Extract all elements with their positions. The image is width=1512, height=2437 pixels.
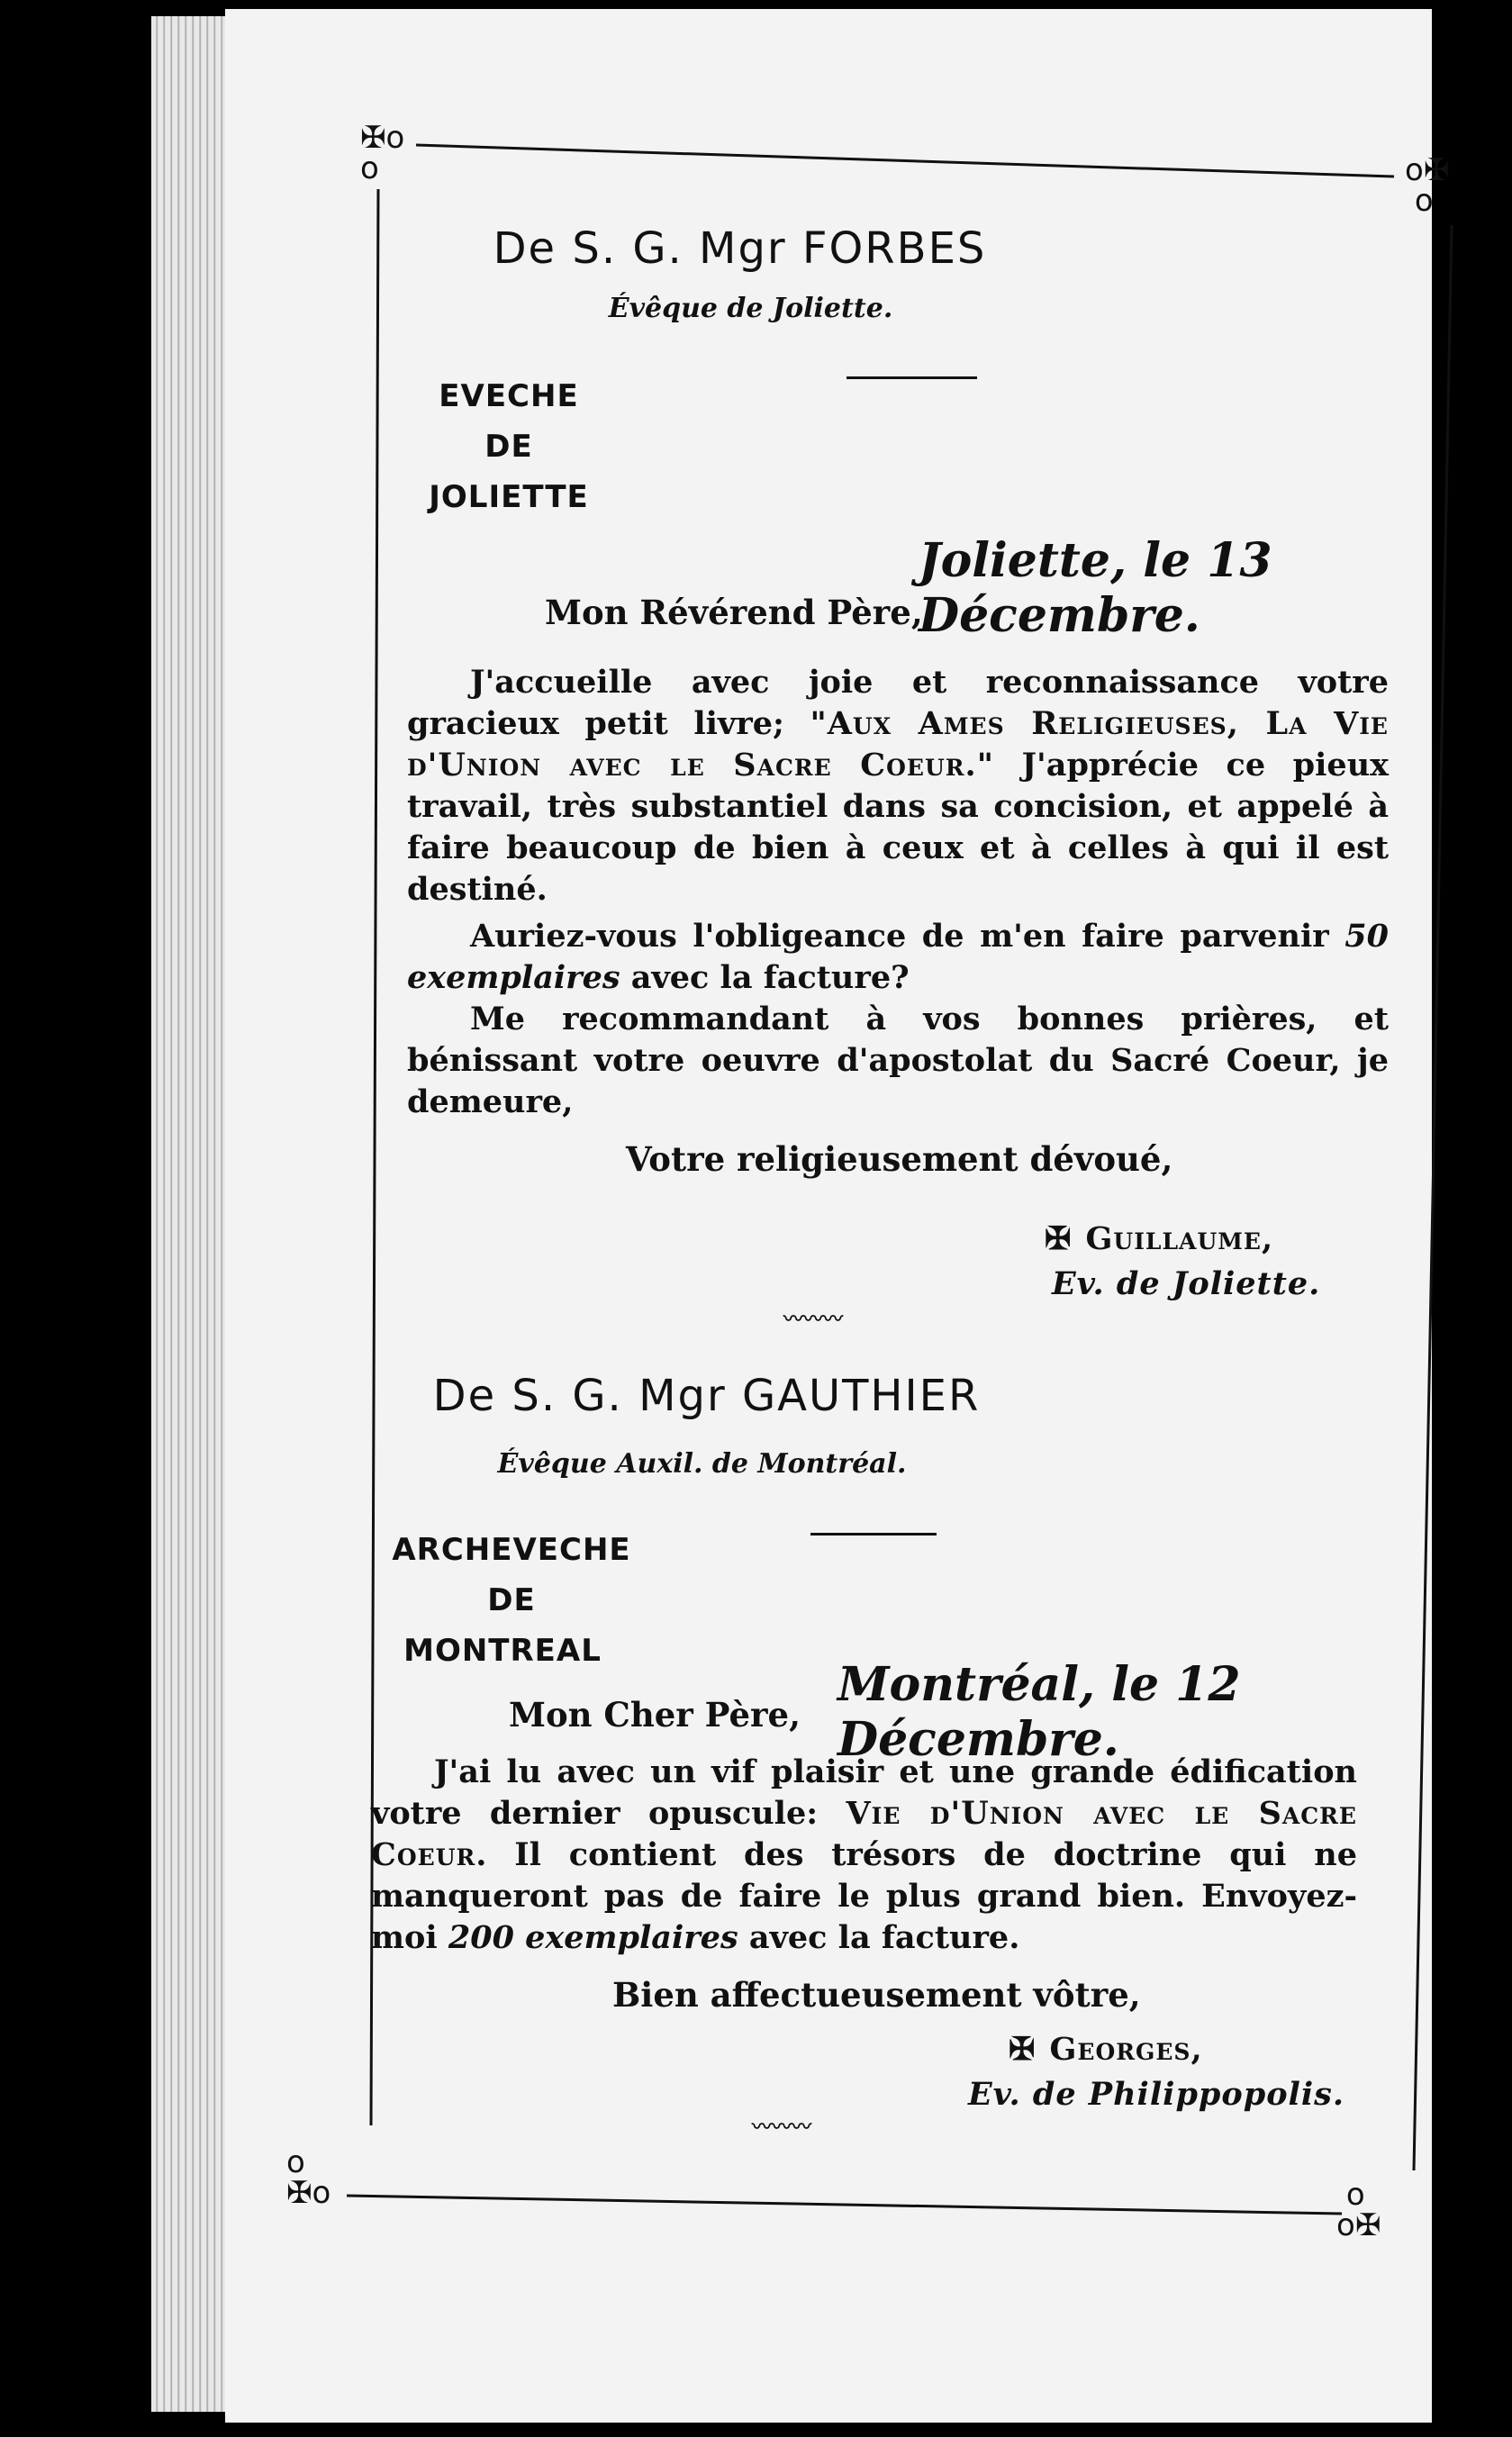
letter2-closing: Bien affectueusement vôtre,: [612, 1975, 1141, 2015]
letter1-heading: De S. G. Mgr FORBES: [493, 223, 987, 274]
letter1-signature-title: Ev. de Joliette.: [1052, 1265, 1321, 1302]
letter1-salutation: Mon Révérend Père,: [545, 593, 923, 632]
separator-2: 〰〰〰: [752, 2115, 812, 2139]
side-line: MONTREAL: [403, 1633, 602, 1669]
letter1-body: [407, 662, 1389, 1123]
side-line: DE: [487, 1582, 536, 1618]
side-line: JOLIETTE: [429, 479, 589, 515]
corner-ornament-bottom-right: o o✠: [1336, 2177, 1381, 2243]
quantity: 50 exemplaires: [407, 918, 1389, 996]
letter1-paragraph-3: Me recommandant à vos bonnes prières, et bénissant votre oeuvre d'apostolat du Sacré Coeur, je demeure,: [407, 1001, 1389, 1120]
quantity: 200 exemplaires: [448, 1919, 738, 1956]
letter2-heading: De S. G. Mgr GAUTHIER: [432, 1371, 981, 1421]
letter2-body: [371, 1752, 1357, 1959]
cross-icon: ✠: [1045, 1220, 1073, 1257]
letter2-side-address: [376, 1525, 647, 1676]
letter1-signature: ✠ Guillaume,: [1045, 1220, 1274, 1257]
separator-1: 〰〰〰: [783, 1308, 844, 1331]
letter2-salutation: Mon Cher Père,: [509, 1695, 801, 1735]
letter1-closing: Votre religieusement dévoué,: [626, 1139, 1173, 1179]
corner-ornament-top-right: o✠ o: [1405, 152, 1450, 219]
letter2-dateline: Montréal, le 12 Décembre.: [837, 1657, 1241, 1767]
corner-ornament-bottom-left: o ✠o: [286, 2144, 331, 2211]
book-title: "Aux Ames Religieuses, La Vie d'Union avec le Sacre Coeur.": [407, 705, 1389, 784]
side-line: EVECHE: [439, 378, 579, 414]
letter2-subtitle: Évêque Auxil. de Montréal.: [497, 1448, 907, 1480]
letter2-paragraph-1: J'ai lu avec un vif plaisir et une grande édification votre dernier opuscule: Vie d'Union avec le Sacre Coeur. Il contient des trésors de doctrine qui ne manqueront pas de faire le plus grand bien. Envoyez-moi 200 exemplaires avec la facture.: [371, 1753, 1357, 1956]
corner-ornament-top-left: ✠o o: [360, 120, 405, 186]
side-line: DE: [484, 429, 533, 465]
cross-icon: ✠: [1009, 2031, 1037, 2068]
letter1-paragraph-2: Auriez-vous l'obligeance de m'en faire parvenir 50 exemplaires avec la facture?: [407, 918, 1389, 996]
letter2-rule: [810, 1533, 937, 1536]
letter1-dateline: Joliette, le 13 Décembre.: [919, 533, 1272, 643]
letter1-rule: [847, 376, 977, 379]
side-line: ARCHEVECHE: [392, 1532, 631, 1568]
letter1-side-address: [410, 371, 608, 522]
letter2-signature-title: Ev. de Philippopolis.: [968, 2076, 1345, 2113]
book-title: Vie d'Union avec le Sacre Coeur: [371, 1795, 1357, 1873]
letter1-paragraph-1: J'accueille avec joie et reconnaissance votre gracieux petit livre; "Aux Ames Religieuses, La Vie d'Union avec le Sacre Coeur." J'apprécie ce pieux travail, très substantiel dans sa concision, et appelé à faire beaucoup de bien à ceux et à celles à qui il est destiné.: [407, 664, 1390, 908]
letter2-signature: ✠ Georges,: [1009, 2031, 1203, 2068]
letter1-subtitle: Évêque de Joliette.: [608, 293, 893, 324]
